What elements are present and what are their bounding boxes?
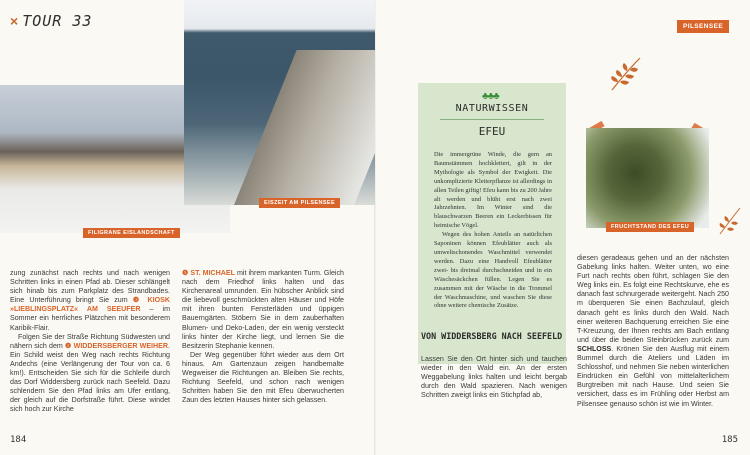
box-paragraph: Wegen des hohen Anteils an natürlichen Saponinen können Efeublätter auch als umweltschonendes Waschmittel verwendet werden. Dazu eine Handvoll Efeublätter zwei- bis dreimal durchschneiden und in ein Wäschesäckchen füllen. Legen Sie es zusammen mit der Wäsche in die Trommel der Waschmaschine, und waschen Sie diese ohne weitere chemische Zusätze. [434, 231, 552, 310]
box-heading: EFEU [478, 125, 506, 138]
tree-icon: ♣♣♣ [482, 91, 499, 102]
body-text: mit ihrem markanten Turm. Gleich nach dem Friedhof links halten und das Kirchenareal umrunden. Ein hübscher Anblick sind die liebevoll geschmückten alten Häuser und Höfe mit ihren bunten Fensterläden und üppigen Bauerngärten. Stöbern Sie in dem zauberhaften Blumen- und Deko-Laden, der ein wenig versteckt links hinter der Kirche liegt, und lernen Sie die Besitzerin Stephanie kennen. [182, 269, 344, 350]
naturwissen-box [418, 83, 566, 364]
body-text: Der Weg gegenüber führt wieder aus dem Ort hinaus. Am Gartenzaun zeigen handbemalte Wegweiser die Richtungen an. Bleiben Sie rechts, Richtung Seefeld, und schon nach wenigen Schritten haben Sie den mit Efeu überwucherten Zaun des letzten Hauses hinter sich gelassen. [182, 350, 344, 405]
body-text: Folgen Sie der Straße Richtung Südwesten und nähern sich dem [10, 332, 170, 350]
cross-icon: × [10, 13, 19, 29]
tour-heading [10, 12, 92, 30]
leaf-branch-icon [606, 52, 646, 94]
body-text: Lassen Sie den Ort hinter sich und tauchen wieder in den Wald ein. An der ersten Weggabelung links halten und leicht bergab durch den Wald spazieren. Nach wenigen Schritten zweigt links ein Stichpfad ab, [421, 355, 567, 400]
poi-st-michael: ❺ ST. MICHAEL [182, 269, 235, 277]
box-kicker: NATURWISSEN [455, 103, 529, 114]
box-divider [440, 119, 544, 120]
box-text [434, 151, 552, 311]
leaf-branch-icon [716, 204, 744, 238]
text-column-3 [421, 355, 567, 400]
text-column-2 [182, 269, 344, 405]
text-column-4 [577, 254, 729, 409]
body-text: zung zunächst nach rechts und nach wenigen Schritten links in einen Pfad ab. Dieser schlängelt sich hinab bis zum Parkplatz des Strandbades. Eine Unterführung bringt Sie zum [10, 269, 170, 305]
caption-ivy: FRUCHTSTAND DES EFEU [606, 222, 694, 232]
pier-deck [232, 50, 375, 205]
body-text: – im Sommer ein herrliches Plätzchen mit besonderem Karibik-Flair. [10, 305, 170, 332]
photo-ivy-fruit [586, 128, 709, 228]
page-number-left: 184 [10, 435, 27, 445]
photo-frozen-pier [184, 0, 375, 205]
text-column-1 [10, 269, 170, 415]
caption-winter: FILIGRANE EISLANDSCHAFT [83, 228, 180, 238]
section-label: PILSENSEE [677, 20, 729, 33]
body-text: . Ein Schild weist den Weg nach rechts Richtung Andechs (eine Verlängerung der Tour von ca. 6 km!). Entscheiden Sie sich für die Schleife durch das Dorf Widdersberg zurück nach Seefeld. Dazu schlendern Sie den Pfad links am Ufer entlang, der gleich auf die Dorfstraße führt. Diese windet sich hoch zur Kirche [10, 341, 170, 414]
poi-kiosk: ❸ KIOSK »LIEBLINGSPLATZ« AM SEEUFER [10, 296, 171, 314]
box-paragraph: Die immergrüne Winde, die gern an Baumstämmen hochklettert, gilt in der Mythologie als Symbol der Ewigkeit. Die unkomplizierte Kletterpflanze ist allerdings in allen Teilen giftig! Efeu kann bis zu 200 Jahre alt werden und blüht erst nach zwei Jahrzehnten. Im Winter sind die blauschwarzen Beeren ein Leckerbissen für heimische Vögel. [434, 151, 552, 230]
section-heading: VON WIDDERSBERG NACH SEEFELD [421, 331, 563, 341]
tour-label: TOUR 33 [22, 12, 93, 30]
page-number-right: 185 [721, 435, 738, 445]
poi-weiher: ❹ WIDDERSBERGER WEIHER [64, 341, 168, 350]
body-text: diesen geradeaus gehen und an der nächsten Gabelung links halten. Weiter unten, wo eine Furt nach rechts oben führt, schlagen Sie den Weg links ein. Es folgt eine Rechtskurve, ehe es danach fast schnurgerade weitergeht. Nach 250 m überqueren Sie einen Bachzulauf, gleich danach geht es links durch den Wald. Nach einer weiteren Bachquerung erreichen Sie eine T-Kreuzung, der Ihnen rechts am Bach entlang und über die beiden Steinbrücken zurück zum [577, 254, 729, 344]
caption-pier: EISZEIT AM PILSENSEE [259, 198, 340, 208]
body-text: . Krönen Sie den Ausflug mit einem Bummel durch die Ateliers und Läden im Schlosshof, und nehmen Sie neben winterlichen Eindrücken ein Gefühl von mittelalterlichem Burgtreiben mit nach Hause. Und seien Sie versichert, dass es im Frühling oder Herbst am Pilsensee genauso schön ist wie im Winter. [577, 344, 729, 408]
poi-schloss: SCHLOSS [577, 344, 612, 353]
